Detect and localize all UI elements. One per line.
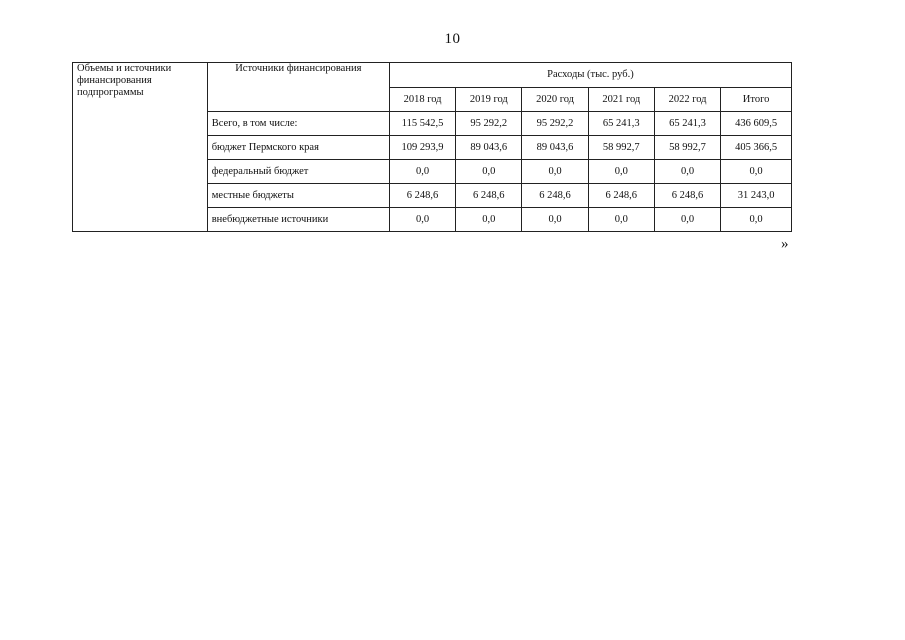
value-cell: 109 293,9 xyxy=(389,136,455,160)
value-cell: 6 248,6 xyxy=(588,184,654,208)
value-cell: 0,0 xyxy=(654,208,720,232)
year-header: 2018 год xyxy=(389,88,455,112)
value-cell: 6 248,6 xyxy=(389,184,455,208)
value-cell: 6 248,6 xyxy=(654,184,720,208)
value-cell: 65 241,3 xyxy=(654,112,720,136)
value-cell: 6 248,6 xyxy=(522,184,588,208)
value-cell: 0,0 xyxy=(389,160,455,184)
year-header: 2020 год xyxy=(522,88,588,112)
source-name: Всего, в том числе: xyxy=(207,112,389,136)
value-cell: 95 292,2 xyxy=(456,112,522,136)
funding-table xyxy=(72,62,792,232)
total-cell: 405 366,5 xyxy=(721,136,792,160)
year-header: 2019 год xyxy=(456,88,522,112)
table-header-row xyxy=(73,63,792,88)
year-header: 2022 год xyxy=(654,88,720,112)
value-cell: 0,0 xyxy=(654,160,720,184)
total-cell: 0,0 xyxy=(721,208,792,232)
total-cell: 436 609,5 xyxy=(721,112,792,136)
total-cell: 31 243,0 xyxy=(721,184,792,208)
value-cell: 65 241,3 xyxy=(588,112,654,136)
value-cell: 58 992,7 xyxy=(654,136,720,160)
source-name: федеральный бюджет xyxy=(207,160,389,184)
source-name: местные бюджеты xyxy=(207,184,389,208)
value-cell: 0,0 xyxy=(456,160,522,184)
total-cell: 0,0 xyxy=(721,160,792,184)
row-label-cell: Объемы и источники финансирования подпрограммы xyxy=(73,63,208,232)
value-cell: 89 043,6 xyxy=(456,136,522,160)
value-cell: 0,0 xyxy=(522,160,588,184)
source-header: Источники финансирования xyxy=(207,63,389,112)
value-cell: 6 248,6 xyxy=(456,184,522,208)
value-cell: 0,0 xyxy=(389,208,455,232)
page-number: 10 xyxy=(444,31,461,47)
value-cell: 0,0 xyxy=(588,160,654,184)
value-cell: 0,0 xyxy=(522,208,588,232)
value-cell: 0,0 xyxy=(456,208,522,232)
value-cell: 95 292,2 xyxy=(522,112,588,136)
year-header: 2021 год xyxy=(588,88,654,112)
value-cell: 0,0 xyxy=(588,208,654,232)
closing-quote-mark: » xyxy=(781,236,789,252)
source-name: внебюджетные источники xyxy=(207,208,389,232)
value-cell: 89 043,6 xyxy=(522,136,588,160)
value-cell: 115 542,5 xyxy=(389,112,455,136)
value-cell: 58 992,7 xyxy=(588,136,654,160)
source-name: бюджет Пермского края xyxy=(207,136,389,160)
total-header: Итого xyxy=(721,88,792,112)
expenses-header: Расходы (тыс. руб.) xyxy=(389,63,791,88)
